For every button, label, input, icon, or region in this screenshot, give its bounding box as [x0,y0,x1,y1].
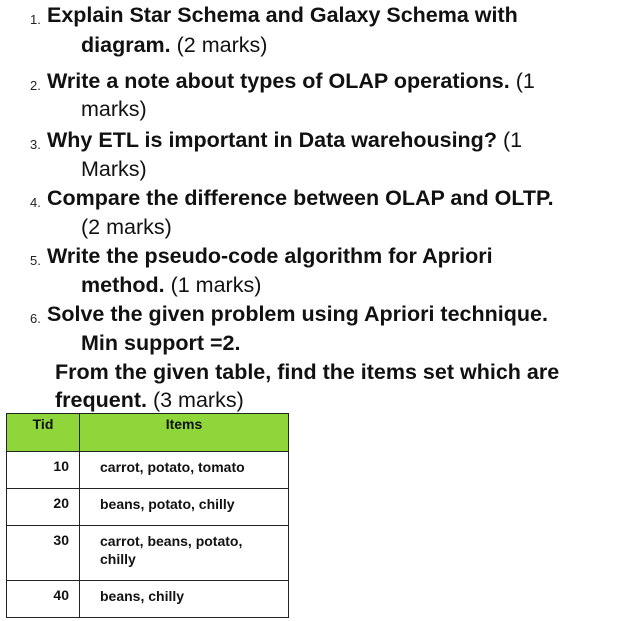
table-cell-items: beans, chilly [80,581,289,618]
question-text-line-wrap [81,271,261,300]
question-text-line: Write the pseudo-code algorithm for Apriori [47,244,493,268]
question-number: 2. [30,78,41,93]
table-cell-tid: 20 [7,489,80,526]
question-text-line-wrap [47,126,522,155]
table-cell-items: beans, potato, chilly [80,489,289,526]
question-text-continuation: diagram. [81,33,171,57]
table-cell-tid: 40 [7,581,80,618]
question-marks: (2 marks) [176,33,268,57]
question-text-line-wrap [81,31,267,60]
question-text-line: Explain Star Schema and Galaxy Schema with [47,3,518,27]
table-header-tid: Tid [7,414,80,452]
question-number: 1. [30,12,41,27]
table-cell-items: carrot, beans, potato, chilly [80,526,289,581]
table-row [7,581,289,618]
question-text: Why ETL is important in Data warehousing? [47,128,497,152]
question-marks-part: (1 [502,128,523,152]
question-marks-part: marks) [81,97,147,121]
transactions-table [6,413,289,618]
question-marks-part: (1 [515,69,535,93]
question-marks: (1 marks) [170,273,262,297]
question-text-continuation: frequent. [55,388,147,412]
question-text-line-wrap [55,386,244,415]
question-number: 4. [30,195,41,210]
question-number: 6. [30,311,41,326]
question-text-line: Min support =2. [81,331,241,355]
question-text: Compare the difference between OLAP and OLTP. [47,186,554,210]
table-header-row [7,414,289,452]
question-marks-part: Marks) [81,157,147,181]
question-text: Write a note about types of OLAP operations. [47,69,510,93]
question-text-line-wrap [47,67,535,96]
table-cell-items: carrot, potato, tomato [80,452,289,489]
table-row [7,526,289,581]
question-text-continuation: method. [81,273,165,297]
table-row [7,452,289,489]
table-cell-tid: 10 [7,452,80,489]
question-number: 3. [30,137,41,152]
question-marks: (2 marks) [81,215,172,239]
question-marks: (3 marks) [152,388,244,412]
question-text-line: Solve the given problem using Apriori technique. [47,302,548,326]
table-cell-tid: 30 [7,526,80,581]
table-header-items: Items [80,414,289,452]
table-row [7,489,289,526]
question-number: 5. [30,253,41,268]
question-text-line: From the given table, find the items set which are [55,360,560,384]
